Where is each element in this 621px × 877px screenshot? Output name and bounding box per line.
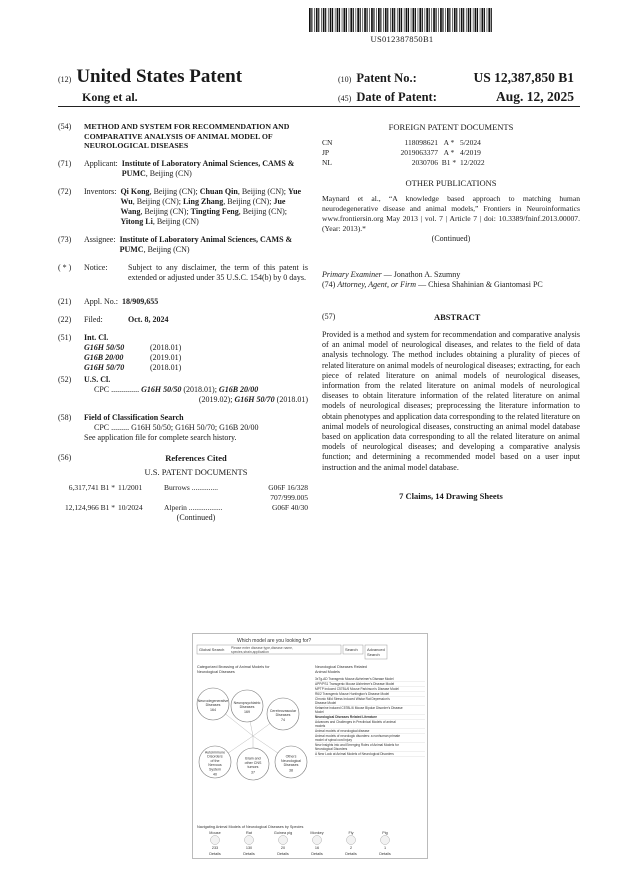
barcode-bar: [373, 8, 374, 32]
figure-species-count: 1: [383, 846, 387, 850]
figure-literature-item: New Insights into and Emerging Roles of Animal Models for: [315, 743, 399, 747]
barcode-bar: [318, 8, 319, 32]
figure-category-label: Diseases: [205, 703, 221, 707]
figure-category-label: Nervous: [208, 763, 222, 768]
barcode-bar: [413, 8, 415, 32]
num-45: (45): [338, 94, 352, 103]
figure-literature-label: Neurological Diseases Related Animal Models: [315, 665, 368, 674]
figure-species-row: [209, 831, 391, 856]
us-doc-row: [58, 503, 308, 513]
intcl-code: G16H 50/70: [84, 362, 125, 372]
refs-field: (56) References Cited: [58, 452, 227, 463]
figure-species-icon: [347, 836, 356, 845]
applicant-name: Institute of Laboratory Animal Sciences, CAMS & PUMC: [121, 158, 295, 178]
figure-global-search: Global Search: [199, 647, 225, 652]
figure-literature-item: models: [315, 724, 326, 728]
foreign-docs-header: FOREIGN PATENT DOCUMENTS: [388, 122, 514, 132]
intcl-field: (51) Int. Cl. G16H 50/50 (2018.01) G16B 20/00 (2019.01) G16H 50/70 (2018.01): [58, 333, 308, 373]
barcode-bar: [487, 8, 488, 32]
figure-category-label: Cerebrovascular: [269, 708, 297, 713]
barcode-bar: [484, 8, 485, 32]
inventor-location: , Beijing (CN);: [238, 206, 287, 216]
figure-drawing: [193, 634, 429, 860]
barcode-bar: [323, 8, 325, 32]
figure-species-details: Details: [209, 852, 221, 856]
barcode-bar: [433, 8, 435, 32]
barcode-bar: [440, 8, 442, 32]
barcode-bar: [330, 8, 332, 32]
inventor-location: , Beijing (CN);: [237, 186, 289, 196]
barcode-bar: [447, 8, 449, 32]
figure-category-label: Others: [285, 754, 297, 759]
figure-species-details: Details: [345, 852, 357, 856]
barcode-bar: [411, 8, 412, 32]
intcl-year: (2019.01): [150, 352, 182, 362]
inventors-list: [120, 187, 308, 227]
foreign-doc-row: [322, 158, 580, 168]
barcode-bar: [316, 8, 318, 32]
header-divider: [58, 106, 580, 107]
figure-species-details: Details: [243, 852, 255, 856]
barcode-bar: [459, 8, 460, 32]
appl-number: 18/909,655: [122, 296, 159, 306]
claims-summary: 7 Claims, 14 Drawing Sheets: [399, 490, 503, 501]
figure-category-label: Neurological: [281, 758, 301, 763]
figure-category-count: 38: [289, 768, 293, 773]
barcode-bar: [488, 8, 490, 32]
barcode-bar: [364, 8, 366, 32]
barcode-bar: [335, 8, 336, 32]
figure-category-label: Neurodegenerative: [197, 698, 229, 703]
inventor-name: Yitong Li: [120, 216, 153, 226]
barcode-bar: [463, 8, 464, 32]
other-pubs-text: Maynard et al., “A knowledge based approach to matching human neurodegenerative disease and animal models,” Frontiers in Neuroinformatics www.frontiersin.org May 2013 | vol. 7 | Article 7 | doi: 10.3389/fninf.2013.00007. (Year: 2013).*: [322, 194, 580, 233]
figure-placeholder-line-1: Please enter disease type,disease name,: [231, 646, 294, 650]
intcl-row: [84, 353, 308, 363]
barcode-bar: [415, 8, 416, 32]
figure-category-label: other CNS: [244, 760, 262, 765]
notice-field: ( * ) Notice: Subject to any disclaimer, the term of this patent is extended or adjusted under 35 U.S.C. 154(b) by 0 days.: [58, 262, 308, 282]
barcode-bar: [339, 8, 340, 32]
barcode-bar: [360, 8, 361, 32]
figure-literature-item: Animal models of neurologic disorders: a nonhuman primate: [315, 734, 401, 738]
barcode-bar: [369, 8, 370, 32]
header-right: [338, 70, 574, 108]
title-field: (54) METHOD AND SYSTEM FOR RECOMMENDATION AND COMPARATIVE ANALYSIS OF ANIMAL MODEL OF NEUROLOGICAL DISEASES: [58, 122, 308, 151]
barcode-bar: [349, 8, 350, 32]
header-left: [58, 66, 242, 105]
figure-species-count: 233: [211, 846, 219, 850]
barcode-bar: [480, 8, 481, 32]
barcode-bar: [468, 8, 470, 32]
patent-type: United States Patent: [76, 66, 243, 87]
inventor-name: Ling Zhang: [182, 196, 224, 206]
barcode-bar: [425, 8, 426, 32]
foc-field: (58) Field of Classification Search CPC ......... G16H 50/50; G16H 50/70; G16B 20/00 See application file for complete search history.: [58, 412, 259, 442]
figure-species-name: Pig: [382, 831, 388, 835]
us-docs-list: [58, 483, 308, 513]
patent-no-label: Patent No.:: [356, 71, 417, 85]
us-doc-date: 11/2001: [118, 482, 143, 492]
barcode-bar: [383, 8, 384, 32]
inventor-name: Yue Wu: [120, 186, 302, 206]
figure-species-count: 130: [245, 846, 253, 850]
us-doc-number: 12,124,966 B1 *: [64, 502, 115, 512]
figure-species-count: 20: [280, 846, 286, 850]
figure-species-icon: [245, 836, 254, 845]
intcl-row: [84, 363, 308, 373]
us-doc-row: [58, 483, 308, 493]
figure-species-icon: [279, 836, 288, 845]
barcode-bar: [342, 8, 343, 32]
figure-category-label: Brain and: [245, 756, 261, 761]
barcode-bar: [473, 8, 474, 32]
barcode-bar: [311, 8, 312, 32]
barcode-bar: [397, 8, 398, 32]
figure-species-icon: [211, 836, 220, 845]
us-doc-row-cont: [58, 493, 308, 503]
publication-number: US012387850B1: [370, 34, 434, 44]
barcode-bar: [442, 8, 443, 32]
barcode-bar: [385, 8, 387, 32]
filed-date: Oct. 8, 2024: [128, 314, 169, 324]
figure-literature-item: Animal models of neurological disease: [315, 729, 370, 733]
barcode-bar: [477, 8, 478, 32]
inventor-location: , Beijing (CN);: [140, 206, 191, 216]
barcode-bar: [371, 8, 373, 32]
inventor-location: , Beijing (CN): [152, 216, 199, 226]
figure-category-label: System: [209, 767, 221, 772]
appl-field: (21) Appl. No.: 18/909,655: [58, 297, 308, 307]
us-doc-class: G06F 40/30: [271, 502, 308, 512]
figure-literature-item: Ketamine induced C57BL/6 Mouse Bipolar Disorder's Disease: [315, 706, 403, 710]
intcl-row: [84, 343, 308, 353]
us-doc-name: Burrows ..............: [164, 482, 218, 492]
figure-category-circles: [197, 688, 307, 780]
left-continued: (Continued): [176, 512, 216, 522]
barcode-bar: [452, 8, 453, 32]
figure-literature-item: Model: [315, 710, 324, 714]
barcode-bar: [401, 8, 402, 32]
barcode-bar: [357, 8, 359, 32]
left-column: [58, 122, 308, 523]
barcode-bar: [466, 8, 467, 32]
figure-search-btn-label: Search: [345, 647, 358, 652]
barcode-bar: [431, 8, 432, 32]
foreign-number: 2019063377: [400, 148, 438, 157]
intcl-code: G16H 50/50: [84, 342, 125, 352]
figure-species-count: 16: [314, 846, 320, 850]
representative-figure: [192, 633, 428, 859]
barcode-bar: [491, 8, 492, 32]
assignee-field: (73) Assignee: Institute of Laboratory Animal Sciences, CAMS & PUMC, Beijing (CN): [58, 234, 293, 254]
foreign-date: 5/2024: [460, 138, 481, 147]
barcode-bar: [461, 8, 463, 32]
barcode-bar: [314, 8, 315, 32]
figure-category-count: 169: [244, 710, 250, 715]
foreign-kind: A *: [443, 148, 455, 157]
notice-text: Subject to any disclaimer, the term of this patent is extended or adjusted under 35 U.S.C. 154(b) by 0 days.: [128, 262, 308, 282]
figure-literature-item: Disease Model: [315, 701, 337, 705]
figure-categorized-label: Categorized Browsing of Animal Models for Neurological Diseases: [197, 665, 270, 674]
barcode-bar: [325, 8, 326, 32]
applicant-field: (71) Applicant: Institute of Laboratory Animal Sciences, CAMS & PUMC, Beijing (CN): [58, 158, 295, 178]
barcode-bar: [367, 8, 368, 32]
figure-category-label: tumors: [247, 765, 259, 770]
patent-date: Aug. 12, 2025: [495, 89, 574, 104]
figure-species-icon: [313, 836, 322, 845]
barcode-bar: [328, 8, 329, 32]
barcode-bar: [482, 8, 484, 32]
barcode-bar: [399, 8, 401, 32]
figure-category-count: 37: [251, 770, 255, 775]
figure-literature-item: R6/2 Transgenic Mouse Huntington's Disease Model: [315, 692, 390, 696]
inventor-name: Chuan Qin: [199, 186, 238, 196]
us-doc-class2: 707/999.005: [270, 492, 308, 502]
foreign-kind: B1 *: [441, 158, 457, 167]
barcode-bar: [390, 8, 391, 32]
patent-no: US 12,387,850 B1: [473, 70, 574, 85]
barcode-bar: [454, 8, 456, 32]
barcode-bar: [309, 8, 311, 32]
kind-code-12: (12): [58, 75, 72, 84]
figure-category-label: of the: [210, 758, 220, 763]
foreign-kind: A *: [443, 138, 455, 147]
foreign-country: CN: [322, 138, 333, 147]
barcode-bar: [394, 8, 395, 32]
other-pubs-header: OTHER PUBLICATIONS: [405, 178, 497, 188]
right-continued: (Continued): [431, 234, 471, 243]
barcode-bar: [406, 8, 408, 32]
inventor-location: , Beijing (CN);: [223, 196, 274, 206]
figure-literature-item: APP/PS1 Transgenic Mouse Alzheimer's Disease Model: [315, 682, 395, 686]
barcode-bar: [356, 8, 357, 32]
assignee-name: Institute of Laboratory Animal Sciences, CAMS & PUMC: [119, 234, 293, 254]
barcode-bar: [353, 8, 354, 32]
barcode-bar: [404, 8, 405, 32]
inventor-location: , Beijing (CN);: [132, 196, 183, 206]
us-doc-class: G06F 16/328: [268, 482, 308, 492]
figure-species-details: Details: [311, 852, 323, 856]
barcode-bar: [438, 8, 439, 32]
figure-category-label: Neuropsychiatric: [233, 700, 261, 705]
foreign-number: 2030706: [411, 158, 438, 167]
figure-category-count: 164: [210, 708, 216, 713]
figure-literature-item: model of spinal cord injury: [315, 738, 353, 742]
barcode-bar: [378, 8, 380, 32]
foreign-docs-list: [322, 138, 580, 168]
figure-literature-item: Chronic Mild Stress Induced Wistar Rat Depression's: [315, 697, 390, 701]
figure-category-label: Diseases: [283, 763, 299, 768]
barcode-bar: [321, 8, 322, 32]
intcl-year: (2018.01): [150, 342, 182, 352]
figure-question: Which model are you looking for?: [237, 638, 312, 644]
figure-literature-item: Neurological Diseases Related Literature: [315, 715, 378, 719]
barcode-bar: [475, 8, 477, 32]
intcl-list: [84, 343, 308, 373]
figure-category-label: Autoimmune: [204, 750, 226, 755]
figure-species-name: Guinea pig: [273, 831, 293, 835]
barcode-bar: [436, 8, 437, 32]
barcode-bar: [419, 8, 421, 32]
barcode-bar: [344, 8, 346, 32]
filed-field: (22) Filed: Oct. 8, 2024: [58, 315, 308, 325]
barcode-bar: [332, 8, 333, 32]
barcode-bar: [337, 8, 339, 32]
inventors-field: (72) Inventors: Qi Kong, Beijing (CN); Chuan Qin, Beijing (CN); Yue Wu, Beijing (CN); Ling Zhang, Beijing (CN); Jue Wang, Beijing (CN); Tingting Feng, Beijing (CN); Yitong Li, Beijing (CN): [58, 187, 308, 227]
figure-category-label: Diseases: [275, 713, 291, 717]
foreign-date: 12/2022: [460, 158, 485, 167]
foreign-doc-row: [322, 138, 580, 148]
attorney-line: (74) Attorney, Agent, or Firm — Chiesa Shahinian & Giantomasi PC: [322, 280, 543, 289]
barcode-bar: [387, 8, 388, 32]
foreign-country: NL: [322, 158, 332, 167]
inventor-name: Tingting Feng: [190, 206, 239, 216]
barcode-bar: [429, 8, 430, 32]
barcode-bar: [449, 8, 450, 32]
figure-species-name: Rat: [246, 831, 252, 835]
figure-advanced-btn-label: Advanced Search: [367, 647, 385, 657]
figure-category-label: Diseases: [239, 705, 255, 709]
num-10: (10): [338, 75, 352, 84]
barcode-bar: [445, 8, 446, 32]
inventor-name: Qi Kong: [120, 186, 150, 196]
figure-species-details: Details: [379, 852, 391, 856]
barcode-bar: [426, 8, 428, 32]
barcode: [309, 8, 493, 32]
figure-species-icon: [381, 836, 390, 845]
figure-literature-item: A New Look at Animal Models of Neurological Disorders: [315, 752, 394, 756]
figure-category-label: Disorders: [207, 754, 223, 759]
barcode-bar: [418, 8, 419, 32]
date-label: Date of Patent:: [356, 90, 437, 104]
figure-literature-item: MPTP induced C57BL/6 Mouse Parkinson's Disease Model: [315, 687, 399, 691]
figure-literature-item: Advances and Challenges in Preclinical Models of animal: [315, 720, 396, 724]
intcl-code: G16B 20/00: [84, 352, 124, 362]
barcode-bar: [380, 8, 381, 32]
us-doc-name: Alperin ..................: [164, 502, 223, 512]
figure-species-name: Fly: [348, 831, 354, 835]
abstract-text: Provided is a method and system for recommendation and comparative analysis of an animal model of neurological diseases, and relates to the field of data analysis technology. The method includes obtaining a plurality of pieces of related literature on animal models of neurological diseases; extracting, for each piece of related literature on animal models of neurological diseases, information from the related literature on animal models of neurological diseases to obtain literature information of the related literature on animal models of neurological diseases; preprocessing the literature information to obtain phenotypes and application data corresponding to the related literature on animal models of neurological diseases, constructing an animal model database based on application data corresponding to all the related literature on animal models of neurological diseases; and developing a comparative analysis function; and determining a recommended model based on a user input instruction and the animal model database.: [322, 330, 580, 472]
barcode-bar: [408, 8, 409, 32]
figure-literature-item: 3xTg-AD Transgenic Mouse Alzheimer's Disease Model: [315, 677, 394, 681]
uscl-field: (52) U.S. Cl. CPC .............. G16H 50/50 (2018.01); G16B 20/00 (2019.02); G16H 50/70 (2018.01): [58, 374, 308, 404]
inventor-name: Jue Wang: [120, 196, 286, 216]
barcode-bar: [376, 8, 377, 32]
foreign-doc-row: [322, 148, 580, 158]
foreign-number: 118098621: [404, 138, 438, 147]
figure-literature-item: Neurological Disorders: [315, 747, 348, 751]
us-doc-number: 6,317,741 B1 *: [68, 482, 115, 492]
intcl-year: (2018.01): [150, 362, 182, 372]
right-column: [322, 122, 580, 501]
barcode-bar: [456, 8, 457, 32]
barcode-bar: [470, 8, 471, 32]
figure-species-count: 2: [349, 846, 353, 850]
patent-title: METHOD AND SYSTEM FOR RECOMMENDATION AND COMPARATIVE ANALYSIS OF ANIMAL MODEL OF NEUROLOGICAL DISEASES: [84, 122, 290, 150]
barcode-bar: [362, 8, 363, 32]
figure-category-count: 40: [213, 772, 217, 777]
inventor-location: , Beijing (CN);: [149, 186, 200, 196]
us-docs-header: U.S. PATENT DOCUMENTS: [144, 466, 248, 477]
barcode-bar: [346, 8, 347, 32]
barcode-bar: [422, 8, 423, 32]
abstract-header: (57) ABSTRACT: [322, 312, 481, 322]
figure-literature-list: [315, 677, 425, 756]
foreign-country: JP: [322, 148, 330, 157]
inventor-short: Kong et al.: [82, 90, 138, 104]
examiner-line: Primary Examiner — Jonathon A. Szumny: [322, 270, 461, 279]
us-doc-date: 10/2024: [118, 502, 143, 512]
figure-species-name: Mouse: [209, 831, 221, 835]
barcode-bar: [350, 8, 352, 32]
figure-placeholder-line-2: species,strain,application: [231, 650, 269, 654]
figure-species-label: Navigating Animal Models of Neurological Diseases by Species: [197, 825, 304, 829]
figure-species-details: Details: [277, 852, 289, 856]
foreign-date: 4/2019: [460, 148, 481, 157]
figure-species-name: Monkey: [310, 831, 324, 835]
figure-category-count: 74: [281, 718, 285, 723]
barcode-bar: [392, 8, 394, 32]
